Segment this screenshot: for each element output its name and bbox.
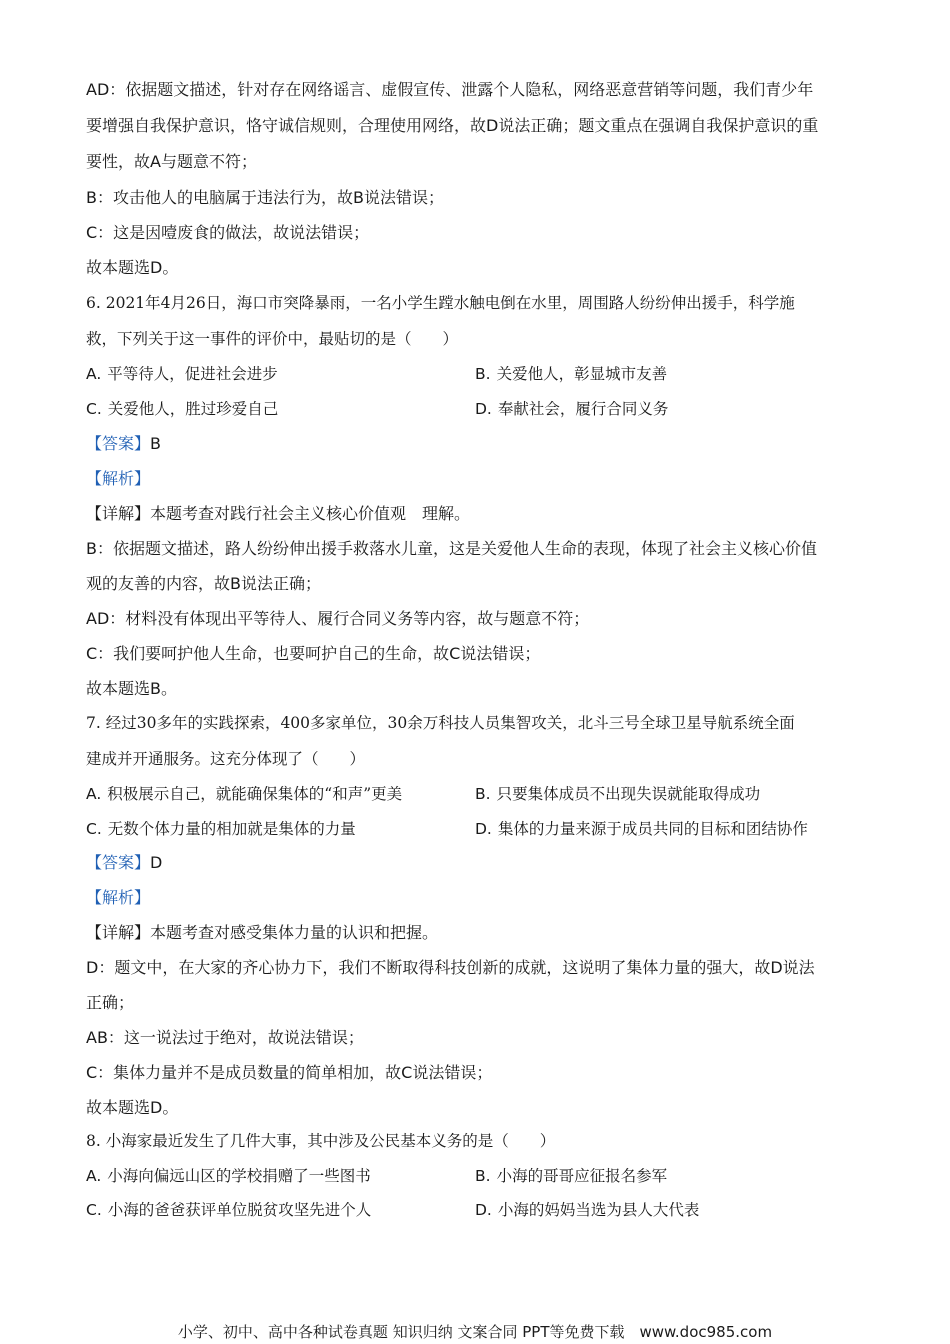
option-letter: C. [86, 820, 102, 838]
option-text: 集体的力量来源于成员共同的目标和团结协作 [497, 820, 808, 838]
q7-option-a [86, 782, 466, 806]
option-text: 积极展示自己，就能确保集体的“和声”更美 [107, 785, 403, 803]
q5-c-line: C：这是因噎废食的做法，故说法错误； [86, 223, 370, 242]
q6-option-c [86, 397, 466, 421]
q6-b-line-1: B：依据题文描述，路人纷纷伸出援手救落水儿童，这是关爱他人生命的表现，体现了社会主义核心价值 [86, 539, 817, 558]
option-text: 小海向偏远山区的学校捐赠了一些图书 [107, 1167, 371, 1185]
q7-option-c [86, 817, 466, 841]
option-text: 小海的爸爸获评单位脱贫攻坚先进个人 [107, 1201, 372, 1219]
option-text: 关爱他人，彰显城市友善 [496, 365, 668, 383]
option-text: 小海的哥哥应征报名参军 [496, 1167, 668, 1185]
q8-option-b [475, 1164, 875, 1188]
q7-answer [86, 851, 876, 875]
q6-b-line-2: 观的友善的内容，故B说法正确； [86, 574, 321, 593]
q6-ad-line: AD：材料没有体现出平等待人、履行合同义务等内容，故与题意不符； [86, 609, 590, 628]
q6-stem-line-1: 6. 2021年4月26日，海口市突降暴雨，一名小学生蹚水触电倒在水里，周围路人纷纷伸出援手，科学施 [86, 294, 795, 312]
answer-label: 【答案】 [86, 434, 151, 453]
q7-option-b [475, 782, 875, 806]
option-text: 关爱他人，胜过珍爱自己 [107, 400, 279, 418]
q6-analysis-label: 【解析】 [86, 469, 151, 488]
q5-conclusion: 故本题选D。 [86, 258, 179, 277]
q8-option-c [86, 1198, 466, 1222]
q7-ab-line: AB：这一说法过于绝对，故说法错误； [86, 1028, 364, 1047]
option-text: 平等待人，促进社会进步 [107, 365, 278, 383]
q7-detail: 【详解】本题考查对感受集体力量的认识和把握。 [86, 923, 439, 942]
q6-stem-line-2: 救，下列关于这一事件的评价中，最贴切的是（ ） [86, 330, 459, 348]
option-letter: A. [86, 785, 102, 803]
option-letter: B. [475, 1167, 491, 1185]
q5-ad-line-2: 要增强自我保护意识，恪守诚信规则，合理使用网络，故D说法正确；题文重点在强调自我保护意识的重 [86, 116, 819, 135]
answer-value: B [150, 434, 161, 453]
q8-stem-line-1: 8. 小海家最近发生了几件大事，其中涉及公民基本义务的是（ ） [86, 1132, 556, 1150]
q5-b-line: B：攻击他人的电脑属于违法行为，故B说法错误； [86, 188, 444, 207]
q6-answer [86, 432, 876, 456]
q5-ad-line-1: AD：依据题文描述，针对存在网络谣言、虚假宣传、泄露个人隐私，网络恶意营销等问题，我们青少年 [86, 80, 814, 99]
q6-conclusion: 故本题选B。 [86, 679, 177, 698]
option-letter: B. [475, 365, 491, 383]
option-letter: D. [475, 1201, 492, 1219]
q7-stem-line-1: 7. 经过30多年的实践探索，400多家单位，30余万科技人员集智攻关，北斗三号全球卫星导航系统全面 [86, 714, 795, 732]
q7-stem-line-2: 建成并开通服务。这充分体现了（ ） [86, 750, 366, 768]
option-letter: C. [86, 1201, 102, 1219]
option-text: 小海的妈妈当选为县人大代表 [497, 1201, 700, 1219]
q7-d-line-2: 正确； [86, 993, 135, 1012]
option-letter: B. [475, 785, 491, 803]
q6-detail: 【详解】本题考查对践行社会主义核心价值观 理解。 [86, 504, 471, 523]
q7-option-d [475, 817, 875, 841]
q6-option-b [475, 362, 875, 386]
answer-label: 【答案】 [86, 853, 151, 872]
q7-d-line-1: D：题文中，在大家的齐心协力下，我们不断取得科技创新的成就，这说明了集体力量的强大，故D说法 [86, 958, 815, 977]
q6-option-a [86, 362, 466, 386]
answer-value: D [150, 853, 163, 872]
q6-c-line: C：我们要呵护他人生命，也要呵护自己的生命，故C说法错误； [86, 644, 541, 663]
q7-conclusion: 故本题选D。 [86, 1098, 179, 1117]
q6-option-d [475, 397, 875, 421]
option-letter: C. [86, 400, 102, 418]
q5-ad-line-3: 要性，故A与题意不符； [86, 152, 257, 171]
q7-c-line: C：集体力量并不是成员数量的简单相加，故C说法错误； [86, 1063, 493, 1082]
q8-option-d [475, 1198, 875, 1222]
option-letter: D. [475, 400, 492, 418]
option-letter: A. [86, 365, 102, 383]
option-text: 奉献社会，履行合同义务 [497, 400, 669, 418]
q7-analysis-label: 【解析】 [86, 888, 151, 907]
q8-option-a [86, 1164, 466, 1188]
option-text: 无数个体力量的相加就是集体的力量 [107, 820, 356, 838]
option-letter: A. [86, 1167, 102, 1185]
option-letter: D. [475, 820, 492, 838]
option-text: 只要集体成员不出现失误就能取得成功 [496, 785, 761, 803]
page-footer: 小学、初中、高中各种试卷真题 知识归纳 文案合同 PPT等免费下载 www.doc985.com [177, 1323, 773, 1341]
